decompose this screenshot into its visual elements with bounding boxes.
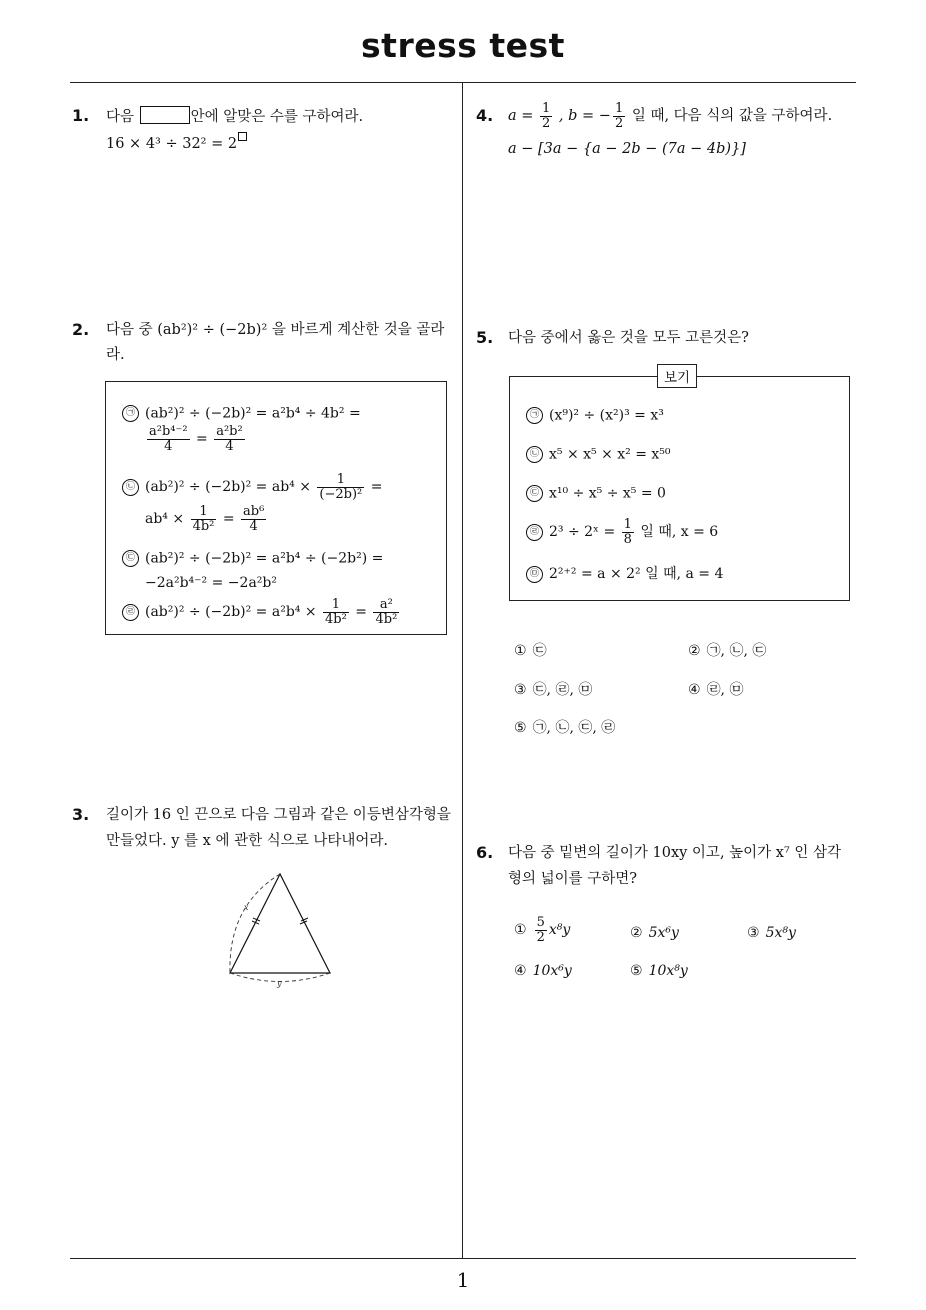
answer-blank-box [140,106,190,124]
q5-item-5: ㉤ 2²⁺² = a × 2² 일 때, a = 4 [526,563,723,583]
q5-item-4: ㉣ 2³ ÷ 2ˣ = $\frac{1}{8}$ 일 때, x = 6 [526,518,718,546]
column-divider [462,83,463,1258]
question-5: 다음 중에서 옳은 것을 모두 고른것은? [508,330,749,346]
question-2-line1: 다음 중 (ab²)² ÷ (−2b)² 을 바르게 계산한 것을 골라 [106,322,445,338]
q5-choice-3[interactable]: ③ ㉢, ㉣, ㉤ [514,682,593,698]
q5-item-1: ㉠ (x⁹)² ÷ (x²)³ = x³ [526,407,664,424]
question-number: 3. [72,805,90,824]
question-number: 5. [476,328,494,347]
q2-option-1-cont: $\frac{\text{a²b⁴⁻²}}{4}$ = $\frac{\text{a²b²}}{4}$ [149,424,243,454]
question-number: 1. [72,106,90,125]
q2-option-2-cont: ab⁴ × $\frac{1}{\text{4b²}}$ = $\frac{\text{ab⁶}}{4}$ [145,504,265,534]
question-3-line2: 만들었다. y 를 x 에 관한 식으로 나타내어라. [106,833,388,849]
circled-marker: ㉣ [122,604,139,621]
q6-choice-2[interactable]: ② 5x⁶y [630,925,679,941]
q1-text-after: 안에 알맞은 수를 구하여라. [190,109,364,125]
q6-choice-5[interactable]: ⑤ 10x⁸y [630,963,688,979]
circled-marker: ㉡ [122,479,139,496]
q5-item-2: ㉡ x⁵ × x⁵ × x² = x⁵⁰ [526,446,671,463]
q5-choice-1[interactable]: ① ㉢ [514,643,547,659]
bogi-legend: 보기 [657,364,697,388]
side-label-x: x [244,903,249,912]
circled-marker: ㉠ [122,405,139,422]
q6-choice-4[interactable]: ④ 10x⁶y [514,963,572,979]
q5-item-3: ㉢ x¹⁰ ÷ x⁵ ÷ x⁵ = 0 [526,485,666,502]
isosceles-triangle-figure [220,866,340,991]
question-6-line1: 다음 중 밑변의 길이가 10xy 이고, 높이가 x⁷ 인 삼각 [508,845,842,861]
q1-expression: 16 × 4³ ÷ 32² = 2 [106,132,247,156]
question-number: 4. [476,106,494,125]
question-4: a = $\frac{1}{2}$ , b = − $\frac{1}{2}$ 일 때, 다음 식의 값을 구하여라. [508,101,833,131]
q5-choice-4[interactable]: ④ ㉣, ㉤ [688,682,744,698]
page-number: 1 [456,1268,470,1292]
q6-choice-3[interactable]: ③ 5x⁸y [747,925,796,941]
header-rule [70,82,856,83]
q4-expression: a − [3a − {a − 2b − (7a − 4b)}] [508,141,746,157]
question-3-line1: 길이가 16 인 끈으로 다음 그림과 같은 이등변삼각형을 [106,807,451,823]
question-number: 2. [72,320,90,339]
q2-option-1: ㉠ (ab²)² ÷ (−2b)² = a²b⁴ ÷ 4b² = [122,405,361,422]
question-6-line2: 형의 넓이를 구하면? [508,871,638,887]
question-number: 6. [476,843,494,862]
exponent-blank-box [238,132,247,141]
q2-option-2: ㉡ (ab²)² ÷ (−2b)² = ab⁴ × $\frac{1}{\text{(−2b)²}}$ = [122,473,382,501]
question-2-line2: 라. [106,347,125,363]
circled-marker: ㉢ [122,550,139,567]
q2-option-3-cont: −2a²b⁴⁻² = −2a²b² [145,575,277,591]
base-label-y: y [277,979,282,988]
q1-text-before: 다음 [106,109,135,125]
q2-option-4: ㉣ (ab²)² ÷ (−2b)² = a²b⁴ × $\frac{1}{\text{4b²}}$ = $\frac{\text{a²}}{\text{4b²}}$ [122,598,401,626]
q5-choice-5[interactable]: ⑤ ㉠, ㉡, ㉢, ㉣ [514,720,616,736]
footer-rule [70,1258,856,1259]
q6-choice-1[interactable]: ① $\frac{5}{2}$ x⁸y [514,915,571,945]
q5-choice-2[interactable]: ② ㉠, ㉡, ㉢ [688,643,767,659]
question-1 [106,105,363,129]
q2-option-3: ㉢ (ab²)² ÷ (−2b)² = a²b⁴ ÷ (−2b²) = [122,550,383,567]
page-title: stress test [361,26,565,65]
